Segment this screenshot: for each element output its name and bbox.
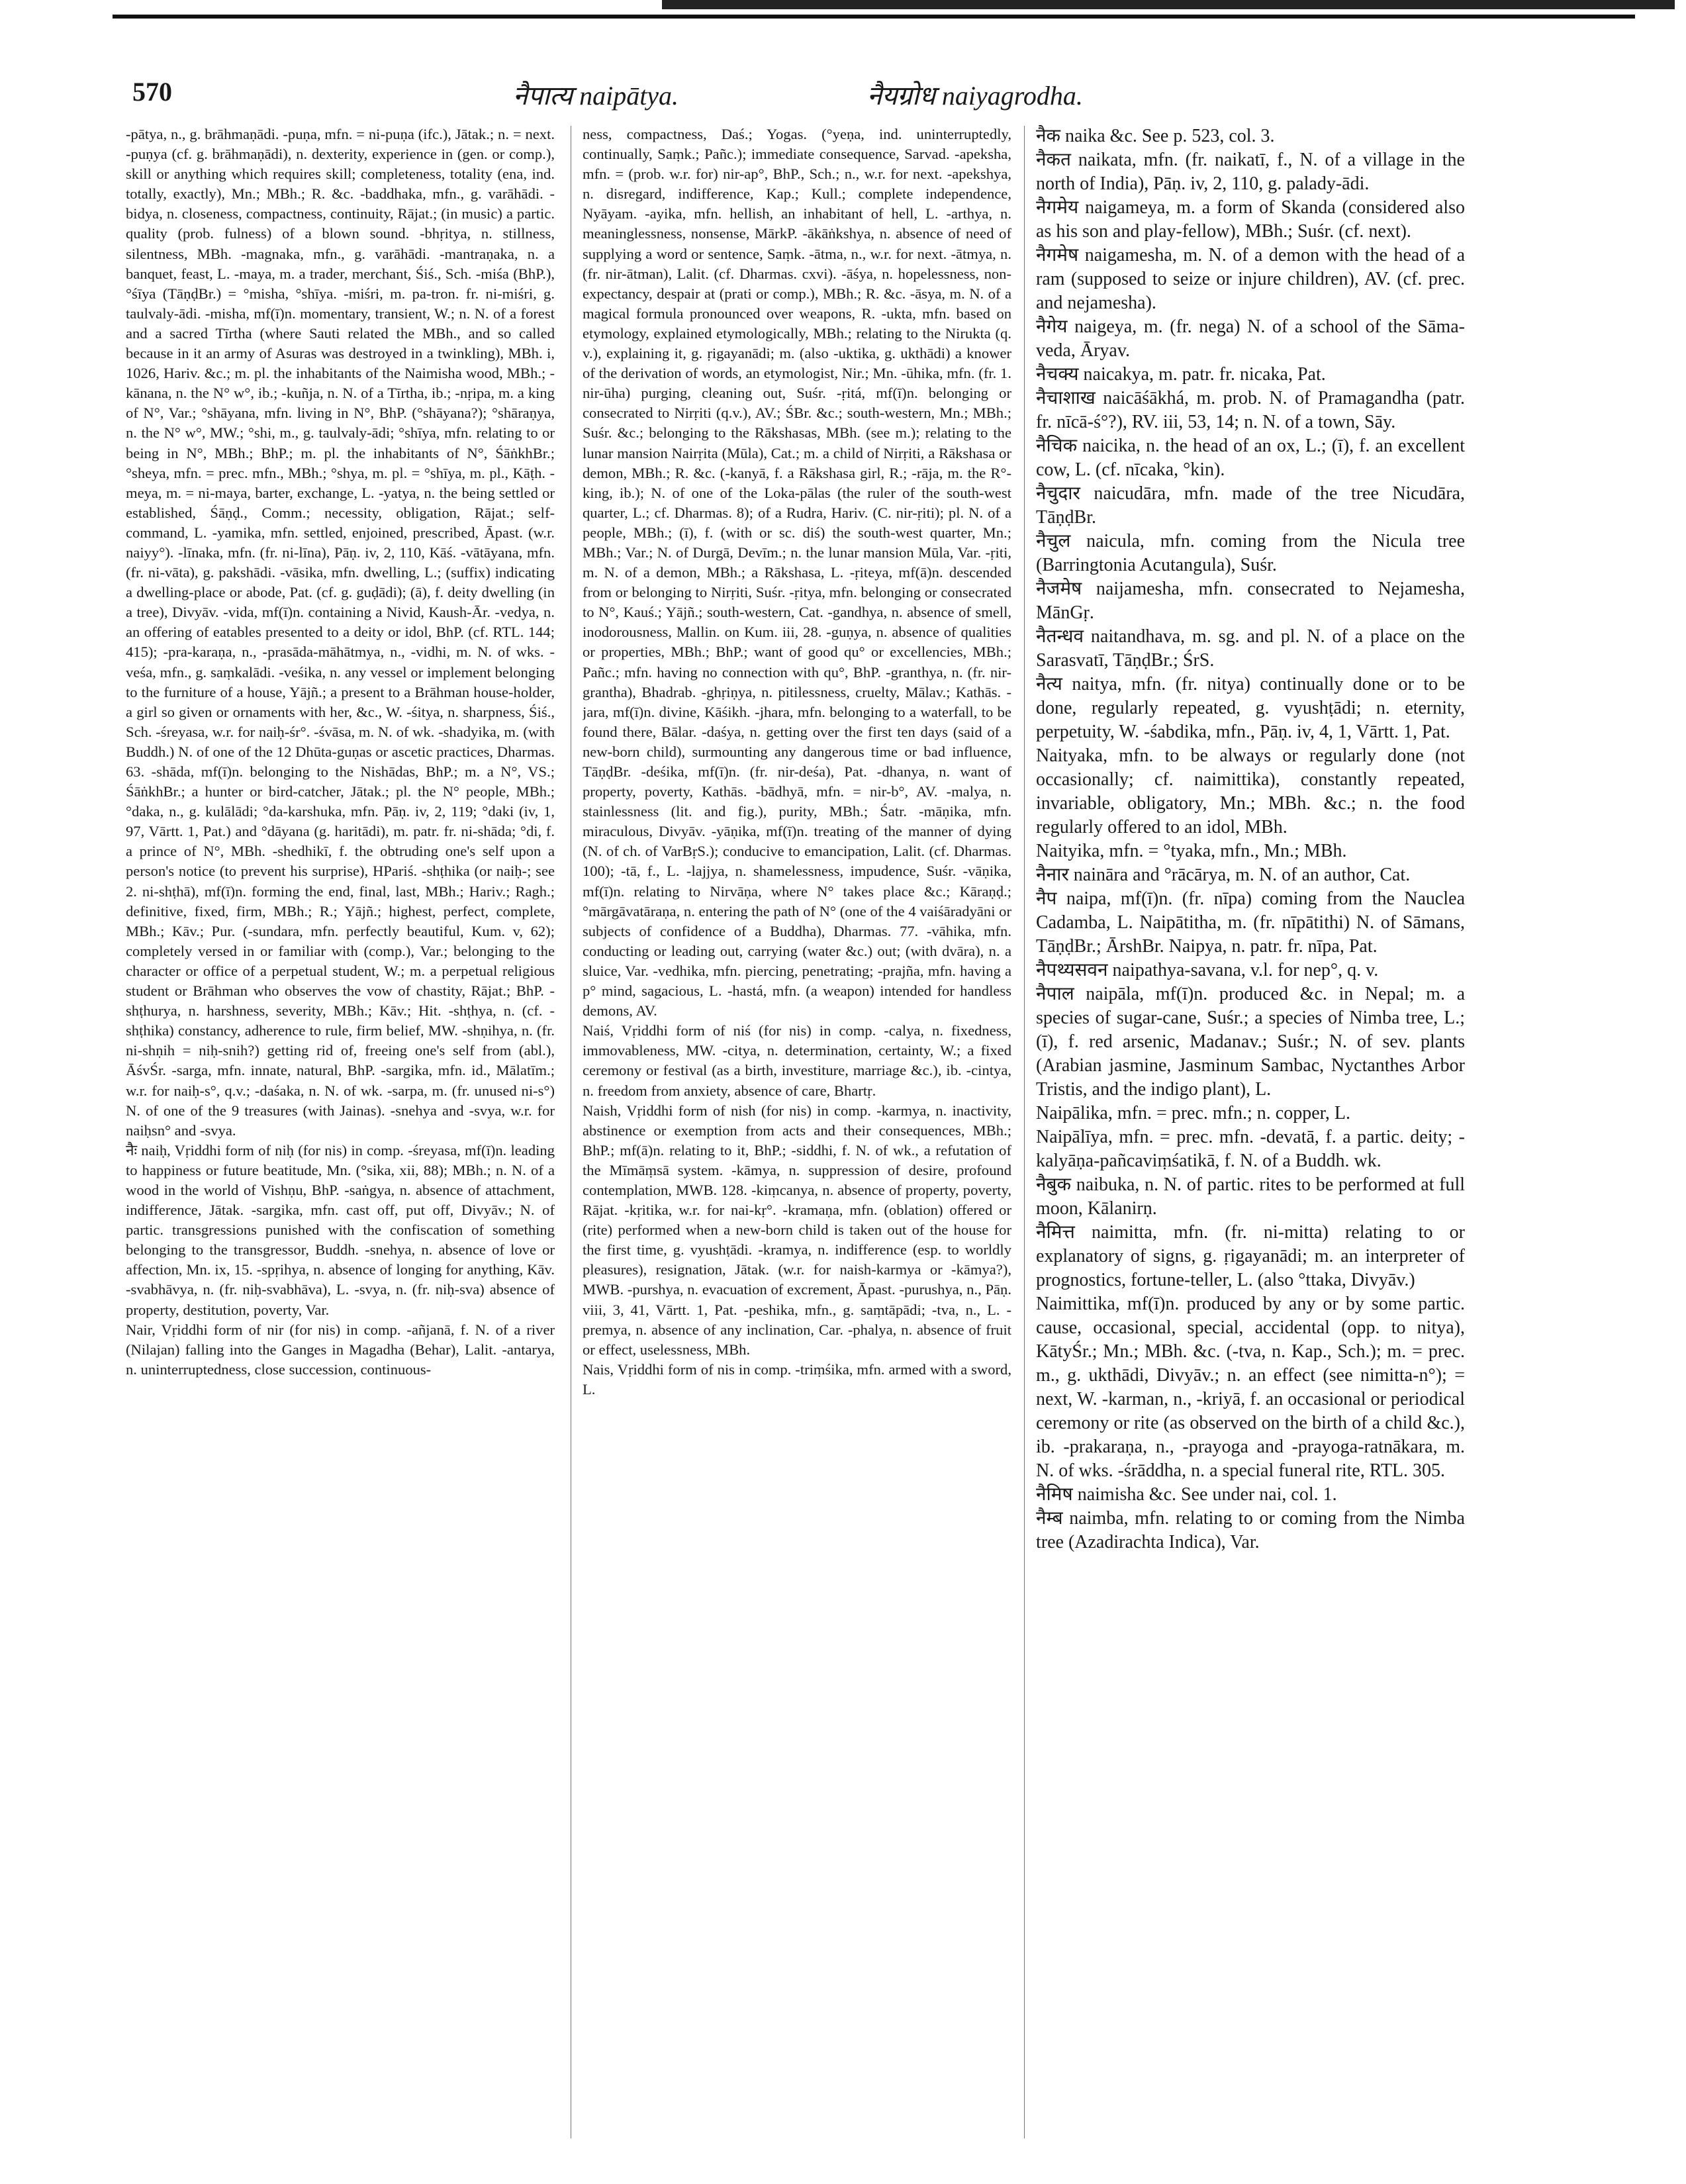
dictionary-entry: नैनार naināra and °rācārya, m. N. of an author, Cat. (1036, 865, 1411, 885)
dictionary-entry: नैचिक naicika, n. the head of an ox, L.; (ī), f. an excellent cow, L. (cf. nīcaka, °kin). (1036, 436, 1465, 480)
dictionary-entry: Naityaka, mfn. to be always or regularly done (not occasionally; cf. naimittika), constantly repeated, invariable, obligatory, Mn.; MBh. &c.; n. the food regularly offered to an idol, MBh. (1036, 745, 1465, 837)
dictionary-entry: नैचुदार naicudāra, mfn. made of the tree Nicudāra, TāṇḍBr. (1036, 483, 1465, 528)
dictionary-entry: नैजमेष naijamesha, mfn. consecrated to Nejamesha, MānGṛ. (1036, 579, 1465, 623)
dictionary-entry: नैचक्य naicakya, m. patr. fr. nicaka, Pat. (1036, 364, 1326, 385)
column-paragraph: नैः naiḥ, Vṛiddhi form of niḥ (for nis) in comp. -śreyasa, mf(ī)n. leading to happiness or future beatitude, Mn. (°sika, xii, 88); MBh.; n. N. of a wood in the world of Vishṇu, BhP. -saṅgya, n. absence of attachment, indifference, Jātak. -sargika, mfn. cast off, put off, Divyāv.; N. of partic. transgressions punished with the confiscation of something belonging to the transgressor, Buddh. -snehya, n. absence of love or affection, Mn. ix, 15. -spṛihya, n. absence of longing for anything, Kāv. -svabhāvya, n. (fr. niḥ-svabhāva), L. -svya, n. (fr. niḥ-sva) absence of property, destitution, poverty, Var. (126, 1141, 555, 1318)
left-running-headword: नैपात्य naipātya. (513, 81, 679, 111)
dictionary-entry: नैबुक naibuka, n. N. of partic. rites to be performed at full moon, Kālanirṇ. (1036, 1174, 1465, 1219)
dictionary-entry: Naimittika, mf(ī)n. produced by any or by some partic. cause, occasional, special, accidental (opp. to nitya), KātyŚr.; Mn.; MBh. &c. (-tva, n. Kap., Sch.); m. = prec. m., g. ukthādi, Divyāv.; n. an effect (see nimitta-n°); = next, W. -karman, n., -kriyā, f. an occasional or periodical ceremony or rite (as observed on the birth of a child &c.), ib. -prakaraṇa, n., -prayoga and -prayoga-ratnākara, m. N. of wks. -śrāddha, n. a special funeral rite, RTL. 305. (1036, 1294, 1465, 1481)
column-1 (126, 124, 555, 2150)
page-number: 570 (132, 77, 172, 107)
dictionary-entry: नैकत naikata, mfn. (fr. naikatī, f., N. of a village in the north of India), Pāṇ. iv, 2, 110, g. palady-ādi. (1036, 150, 1465, 194)
column-paragraph: Nair, Vṛiddhi form of nir (for nis) in comp. -añjanā, f. N. of a river (Nilajan) falling into the Ganges in Magadha (Behar), Lalit. -antarya, n. uninterruptedness, close succession, continuous- (126, 1321, 555, 1378)
dictionary-entry: नैपाल naipāla, mf(ī)n. produced &c. in Nepal; m. a species of sugar-cane, Suśr.; a species of Nimba tree, L.; (ī), f. red arsenic, Madanav.; Suśr.; N. of sev. plants (Arabian jasmine, Jasminum Sambac, Nyctanthes Arbor Tristis, and the indigo plant), L. (1036, 984, 1465, 1100)
dictionary-entry: नैपथ्यसवन naipathya-savana, v.l. for nep°, q. v. (1036, 960, 1379, 980)
dictionary-entry: नैगेय naigeya, m. (fr. nega) N. of a school of the Sāma-veda, Āryav. (1036, 316, 1465, 361)
dictionary-entry: नैमित्त naimitta, mfn. (fr. ni-mitta) relating to or explanatory of signs, g. ṛigayanādi; m. an interpreter of prognostics, fortune-teller, L. (also °ttaka, Divyāv.) (1036, 1222, 1465, 1290)
dictionary-entry: नैक naika &c. See p. 523, col. 3. (1036, 126, 1275, 146)
dictionary-entry: नैगमेय naigameya, m. a form of Skanda (considered also as his son and play-fellow), MBh.; Suśr. (cf. next). (1036, 197, 1465, 242)
page-header (132, 76, 1470, 122)
dictionary-entry: नैम्ब naimba, mfn. relating to or coming from the Nimba tree (Azadirachta Indica), Var. (1036, 1508, 1465, 1552)
dictionary-entry: Naityika, mfn. = °tyaka, mfn., Mn.; MBh. (1036, 841, 1347, 861)
column-paragraph: ness, compactness, Daś.; Yogas. (°yeṇa, ind. uninterruptedly, continually, Saṃk.; Pañc.); immediate consequence, Sarvad. -apeksha, mfn. = (prob. w.r. for) nir-ap°, BhP., Sch.; n., w.r. for next. -apekshya, n. disregard, indifference, Kap.; Kull.; complete independence, Nyāyam. -ayika, mfn. hellish, an inhabitant of hell, L. -arthya, n. meaninglessness, nonsense, MārkP. -ākāṅkshya, n. absence of need of supplying a word or sentence, Saṃk. -ātma, n., w.r. for next. -ātmya, n. (fr. nir-ātman), Lalit. (cf. Dharmas. cxvi). -āśya, n. hopelessness, non-expectancy, despair at (prati or comp.), MBh.; R. &c. -āsya, m. N. of a magical formula pronounced over weapons, R. -ukta, mfn. based on etymology, explained etymologically, MBh.; relating to the Nirukta (q. v.), explaining it, g. ṛigayanādi; m. (also -uktika, g. ukthādi) a knower of the derivation of words, an etymologist, Nir.; Mn. -ūhika, mfn. (fr. 1. nir-ūha) purging, cleaning out, Suśr. -ṛitá, mf(ī)n. belonging or consecrated to Nirṛiti (q.v.), AV.; ŚBr. &c.; south-western, Mn.; MBh.; Suśr. &c.; belonging to the Rākshasas, MBh. (see m.); relating to the lunar mansion Nairṛita (Mūla), Cat.; m. a child of Nirṛiti, a Rākshasa or demon, MBh.; R. &c. (-kanyā, f. a Rākshasa girl, R.; -rāja, m. the R°-king, ib.); N. of one of the Loka-pālas (the ruler of the south-west quarter, L.; cf. Dharmas. 8); of a Rudra, Hariv. (C. nir-ṛiti); pl. N. of a people, MBh.; (ī), f. (with or sc. diś) the south-west quarter, Mn.; MBh.; Var.; N. of Durgā, Devīm.; n. the lunar mansion Mūla, Var. -ṛiti, m. N. of a demon, MBh.; a Rākshasa, L. -ṛiteya, mf(ā)n. descended from or belonging to Nirṛiti, Suśr. -ṛitya, mfn. belonging or consecrated to N°, Kauś.; Yājñ.; south-western, Cat. -gandhya, n. absence of smell, inodorousness, Mallin. on Kum. iii, 28. -guṇya, n. absence of qualities or properties, MBh.; BhP.; want of good qu° or excellencies, MBh.; Pañc.; mfn. having no connection with qu°, BhP. -granthya, n. (fr. nir-grantha), Bhadrab. -ghṛiṇya, n. pitilessness, cruelty, Mālav.; Kathās. -jara, mf(ī)n. divine, Kāśikh. -jhara, mfn. belonging to a waterfall, to be found there, Bālar. -daśya, n. getting over the first ten days (said of a new-born child), surmounting any dangerous time or bad influence, TāṇḍBr. -deśika, mf(ī)n. (fr. nir-deśa), Pat. -dhanya, n. want of property, poverty, Kathās. -bādhyā, mfn. = nir-b°, AV. -malya, n. stainlessness (lit. and fig.), purity, MBh.; Śatr. -māṇika, mfn. miraculous, Divyāv. -yāṇika, mf(ī)n. treating of the manner of dying (N. of ch. of VarBṛS.); conducive to emancipation, Lalit. (cf. Dharmas. 100); -tā, f., L. -lajjya, n. shamelessness, impudence, Suśr. -vāṇika, mf(ī)n. relating to Nirvāṇa, where N° takes place &c.; Kāraṇḍ.; °mārgāvatāraṇa, n. entering the path of N° (one of the 4 vaiśāradyāni or subjects of confidence of a Buddha), Dharmas. 77. -vāhika, mfn. conducting or leading out, carrying (water &c.) out; (with dvāra), n. a sluice, Var. -vedhika, mfn. piercing, penetrating; -prajña, mfn. having a p° mind, sagacious, L. -hastá, mfn. (a weapon) intended for handless demons, AV. (583, 126, 1011, 1020)
column-paragraph: Nais, Vṛiddhi form of nis in comp. -triṃśika, mfn. armed with a sword, L. (583, 1360, 1011, 1398)
right-running-headword: नैयग्रोध naiyagrodha. (867, 81, 1083, 111)
dictionary-entry: नैतन्धव naitandhava, m. sg. and pl. N. of a place on the Sarasvatī, TāṇḍBr.; ŚrS. (1036, 626, 1465, 671)
column-paragraph: -pātya, n., g. brāhmaṇādi. -puṇa, mfn. = ni-puṇa (ifc.), Jātak.; n. = next. -puṇya (cf. g. brāhmaṇādi), n. dexterity, experience in (gen. or comp.), skill or anything which requires skill; completeness, totality (ena, ind. totally, exactly), Mn.; MBh.; R. &c. -baddhaka, mfn., g. varāhādi. -bidya, n. closeness, compactness, continuity, Rājat.; (in music) a partic. quality (prob. fulness) of a blown sound. -bhṛitya, n. stillness, silentness, MBh. -magnaka, mfn., g. varāhādi. -mantraṇaka, n. a banquet, feast, L. -maya, m. a trader, merchant, Śiś., Sch. -miśa (BhP.), °śīya (TāṇḍBr.) = °misha, °shīya. -miśri, m. pa-tron. fr. ni-miśri, g. taulvaly-ādi. -misha, mf(ī)n. momentary, transient, W.; n. N. of a forest and a sacred Tīrtha (where Sauti related the MBh., and so called because in it an army of Asuras was destroyed in a twinkling), MBh. i, 1026, Hariv. &c.; m. pl. the inhabitants of the Naimisha wood, MBh.; -kānana, n. the N° w°, ib.; -kuñja, n. N. of a Tīrtha, ib.; -nṛipa, m. a king of N°, Var.; °shāyana, mfn. living in N°, BhP. (°shāyana?); °shāraṇya, n. the N° w°, MW.; °shi, m., g. taulvaly-ādi; °shīya, mfn. relating to or being in N°, MBh.; BhP.; m. pl. the inhabitants of N°, ŚāṅkhBr.; °sheya, mfn. = prec. mfn., MBh.; °shya, m. pl. = °shīya, m. pl., Kāṭh. -meya, m. = ni-maya, barter, exchange, L. -yatya, n. the being settled or established, Śāṇḍ., Comm.; necessity, obligation, Rājat.; self-command, L. -yamika, mfn. settled, enjoined, prescribed, Āpast. (w.r. naiyy°). -līnaka, mfn. (fr. ni-līna), Pāṇ. iv, 2, 110, Kāś. -vātāyana, mfn. (fr. ni-vāta), g. pakshādi. -vāsika, mfn. dwelling, L.; (suffix) indicating a dwelling-place or abode, Pat. (cf. g. guḍādi); (ā), f. deity dwelling (in a tree), Divyāv. -vida, mf(ī)n. containing a Nivid, Kaush-Ār. -vedya, n. an offering of eatables presented to a deity or idol, BhP. (cf. RTL. 144; 415); -pra-karaṇa, n., -prasāda-māhātmya, n., -vidhi, m. N. of wks. -veśa, mfn., g. saṃkalādi. -veśika, n. any vessel or implement belonging to the furniture of a house, Yājñ.; a present to a Brāhman house-holder, a girl so given or ornaments with her, &c., W. -śitya, n. sharpness, Śiś., Sch. -śreyasa, w.r. for naiḥ-śr°. -śvāsa, m. N. of wk. -shadyika, m. (with Buddh.) N. of one of the 12 Dhūta-guṇas or ascetic practices, Dharmas. 63. -shāda, mf(ī)n. belonging to the Nishādas, BhP.; m. a N°, VS.; ŚāṅkhBr.; a hunter or bird-catcher, Jātak.; pl. the N° people, MBh.; °daka, n., g. kulālādi; °da-karshuka, mfn. Pāṇ. iv, 2, 119; °daki (iv, 1, 97, Vārtt. 1, Pat.) and °dāyana (g. haritādi), m. patr. fr. ni-shāda; °di, f. a prince of N°, MBh. -shedhikī, f. the obtruding one's self upon a person's notice (to prevent his surprise), HPariś. -shṭhika (or naiḥ-; see 2. ni-shṭhā), mf(ī)n. forming the end, final, last, MBh.; Hariv.; Ragh.; definitive, fixed, firm, MBh.; R.; Yājñ.; highest, perfect, complete, MBh.; Kāv.; Pur. (-sundara, mfn. perfectly beautiful, Kum. v, 62); completely versed in or familiar with (comp.), Var.; belonging to the character or office of a perpetual student, W.; m. a perpetual religious student or Brāhman who observes the vow of chastity, Rājat.; BhP. -shṭhurya, n. harshness, severity, MBh.; Kāv.; Hit. -shṭhya, n. (cf. -shṭhika) constancy, adherence to rule, firm belief, MW. -shṇihya, n. (fr. ni-shṇih = niḥ-snih?) getting rid of, freeing one's self from (abl.), ĀśvŚr. -sarga, mfn. innate, natural, BhP. -sargika, mfn. id., Mālatīm.; w.r. for naiḥ-s°, q.v.; -daśaka, n. N. of wk. -sarpa, m. (fr. unused ni-s°) N. of one of the 9 treasures (with Jainas). -snehya and -svya, w.r. for naiḥsn° and -svya. (126, 126, 555, 1139)
column-divider (1024, 126, 1025, 2138)
column-paragraph: Naish, Vṛiddhi form of nish (for nis) in comp. -karmya, n. inactivity, abstinence or exemption from acts and their consequences, MBh.; BhP.; mf(ā)n. relating to it, BhP.; -siddhi, f. N. of wk., a refutation of the Mīmāṃsā system. -kāmya, n. suppression of desire, profound contemplation, MWB. 128. -kiṃcanya, n. absence of property, poverty, Rājat. -kṛitika, w.r. for nai-kṛ°. -kramaṇa, mfn. (oblation) offered or (rite) performed when a new-born child is taken out of the house for the first time, g. vyushṭādi. -kramya, n. indifference (esp. to worldly pleasures), resignation, Jātak. (w.r. for naish-karmya or -kāmya?), MWB. -purshya, n. evacuation of excrement, Āpast. -purushya, n., Pāṇ. viii, 3, 41, Vārtt. 1, Pat. -peshika, mfn., g. saṃtāpādi; -tva, n., L. -premya, n. absence of any inclination, Car. -phalya, n. absence of fruit or effect, uselessness, MBh. (583, 1102, 1011, 1358)
column-3 (1036, 124, 1465, 2150)
dictionary-entry: नैगमेष naigamesha, m. N. of a demon with the head of a ram (supposed to seize or injure children), AV. (cf. prec. and nejamesha). (1036, 245, 1465, 313)
dictionary-entry: नैप naipa, mf(ī)n. (fr. nīpa) coming from the Nauclea Cadamba, L. Naipātitha, m. (fr. nīpātithi) N. of Sāmans, TāṇḍBr.; ĀrshBr. Naipya, n. patr. fr. nīpa, Pat. (1036, 888, 1465, 957)
dictionary-entry: Naipālika, mfn. = prec. mfn.; n. copper, L. (1036, 1103, 1350, 1123)
top-edge-bar (662, 0, 1675, 9)
column-paragraph: Naiś, Vṛiddhi form of niś (for nis) in comp. -calya, n. fixedness, immovableness, MW. -citya, n. determination, certainty, W.; a fixed ceremony or festival (as a birth, investiture, marriage &c.), ib. -cintya, n. freedom from anxiety, absence of care, Bhartṛ. (583, 1022, 1011, 1099)
dictionary-entry: नैचुल naicula, mfn. coming from the Nicula tree (Barringtonia Acutangula), Suśr. (1036, 531, 1465, 575)
column-2 (583, 124, 1011, 2150)
dictionary-entry: Naipālīya, mfn. = prec. mfn. -devatā, f. a partic. deity; -kalyāṇa-pañcaviṃśatikā, f. N. of a Buddh. wk. (1036, 1127, 1465, 1171)
dictionary-entry: नैत्य naitya, mfn. (fr. nitya) continually done or to be done, regularly repeated, g. vyushṭādi; n. eternity, perpetuity, W. -śabdika, mfn., Pāṇ. iv, 4, 1, Vārtt. 1, Pat. (1036, 674, 1465, 742)
dictionary-entry: नैचाशाख naicāśākhá, m. prob. N. of Pramagandha (patr. fr. nīcā-ś°?), RV. iii, 53, 14; n. N. of a town, Sāy. (1036, 388, 1465, 432)
dictionary-entry: नैमिष naimisha &c. See under nai, col. 1. (1036, 1484, 1337, 1505)
